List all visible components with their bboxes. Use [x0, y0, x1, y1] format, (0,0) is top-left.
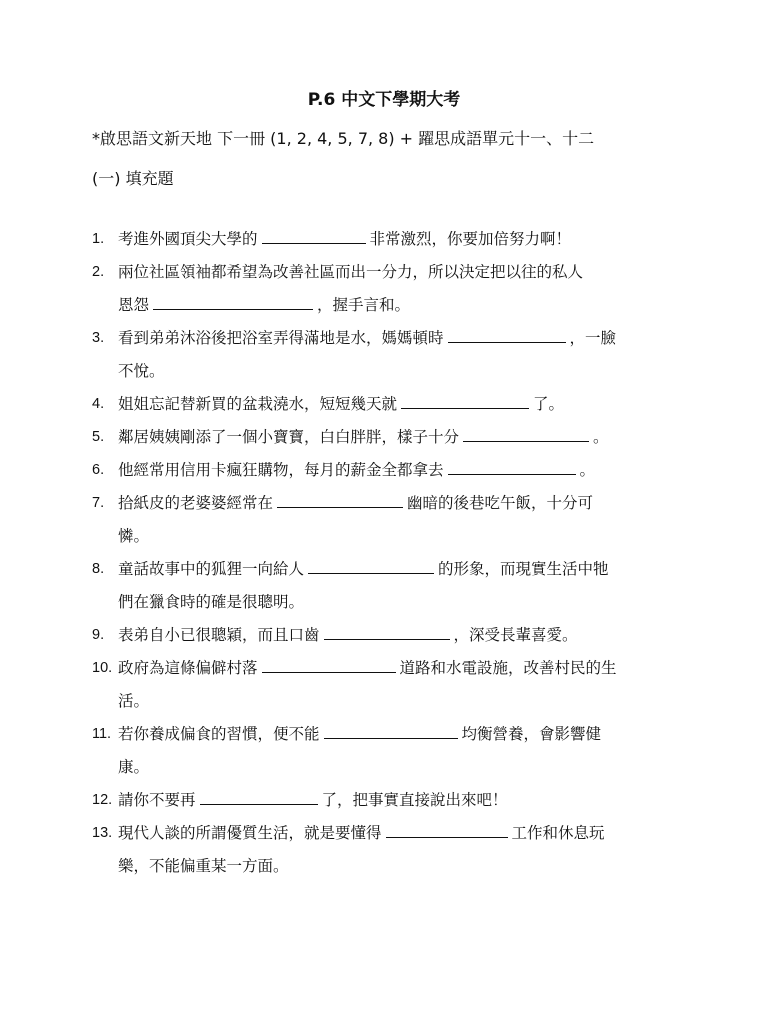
question-line — [118, 487, 692, 520]
question-item — [92, 718, 692, 784]
question-text: 了。 — [533, 395, 565, 413]
question-line — [118, 355, 692, 388]
question-line — [118, 520, 692, 553]
question-text: 們在獵食時的確是很聰明。 — [118, 593, 305, 611]
question-number: 4. — [92, 396, 105, 412]
question-line — [118, 388, 692, 421]
question-text: 康。 — [118, 758, 150, 776]
question-line — [118, 619, 692, 652]
question-text: 鄰居姨姨剛添了一個小寶寶，白白胖胖，樣子十分 — [118, 428, 460, 446]
question-line — [118, 652, 692, 685]
answer-blank[interactable] — [324, 720, 458, 739]
question-item — [92, 817, 692, 883]
question-line — [118, 751, 692, 784]
question-number: 5. — [92, 429, 105, 445]
answer-blank[interactable] — [262, 225, 366, 244]
question-number: 3. — [92, 330, 105, 346]
question-text: 工作和休息玩 — [511, 824, 605, 842]
question-item — [92, 256, 692, 322]
answer-blank[interactable] — [308, 555, 434, 574]
question-number: 10. — [92, 660, 113, 676]
question-number: 6. — [92, 462, 105, 478]
question-line — [118, 850, 692, 883]
question-text: 童話故事中的狐狸一向給人 — [118, 560, 305, 578]
question-text: 道路和水電設施，改善村民的生 — [399, 659, 617, 677]
question-text: 。 — [579, 461, 596, 479]
question-text: 考進外國頂尖大學的 — [118, 230, 258, 248]
question-text: 活。 — [118, 692, 150, 710]
question-text: 兩位社區領袖都希望為改善社區而出一分力，所以決定把以往的私人 — [118, 263, 584, 281]
question-item — [92, 487, 692, 553]
question-number: 13. — [92, 825, 113, 841]
question-line — [118, 586, 692, 619]
question-text: 非常激烈，你要加倍努力啊！ — [369, 230, 572, 248]
answer-blank[interactable] — [324, 621, 450, 640]
question-text: ，深受長輩喜愛。 — [453, 626, 578, 644]
question-text: 姐姐忘記替新買的盆栽澆水，短短幾天就 — [118, 395, 398, 413]
question-number: 12. — [92, 792, 113, 808]
question-line — [118, 454, 692, 487]
answer-blank[interactable] — [386, 819, 508, 838]
question-number: 7. — [92, 495, 105, 511]
question-line — [118, 223, 692, 256]
answer-blank[interactable] — [448, 456, 576, 475]
question-line — [118, 817, 692, 850]
question-text: ，握手言和。 — [317, 296, 411, 314]
question-text: 若你養成偏食的習慣，便不能 — [118, 725, 320, 743]
question-text: 的形象，而現實生活中牠 — [438, 560, 609, 578]
question-number: 1. — [92, 231, 105, 247]
question-item — [92, 421, 692, 454]
answer-blank[interactable] — [153, 291, 313, 310]
question-item — [92, 619, 692, 652]
question-text: 憐。 — [118, 527, 150, 545]
question-line — [118, 322, 692, 355]
question-text: 樂，不能偏重某一方面。 — [118, 857, 289, 875]
question-item — [92, 223, 692, 256]
question-line — [118, 553, 692, 586]
question-item — [92, 652, 692, 718]
section-heading: (一) 填充題 — [92, 169, 174, 188]
answer-blank[interactable] — [277, 489, 403, 508]
answer-blank[interactable] — [200, 786, 318, 805]
question-item — [92, 553, 692, 619]
question-number: 2. — [92, 264, 105, 280]
question-text: 。 — [593, 428, 609, 446]
question-text: 看到弟弟沐浴後把浴室弄得滿地是水，媽媽頓時 — [118, 329, 444, 347]
page-title: P.6 中文下學期大考 — [307, 90, 461, 110]
question-text: 請你不要再 — [118, 791, 196, 809]
question-number: 9. — [92, 627, 105, 643]
answer-blank[interactable] — [448, 324, 566, 343]
question-text: 他經常用信用卡瘋狂購物，每月的薪金全都拿去 — [118, 461, 444, 479]
question-line — [118, 685, 692, 718]
question-text: 拾紙皮的老婆婆經常在 — [118, 494, 274, 512]
question-text: 政府為這條偏僻村落 — [118, 659, 258, 677]
question-line — [118, 718, 692, 751]
question-text: 了，把事實直接說出來吧！ — [321, 791, 508, 809]
question-item — [92, 388, 692, 421]
question-text: 恩怨 — [118, 296, 150, 314]
question-line — [118, 289, 692, 322]
answer-blank[interactable] — [262, 654, 396, 673]
question-item — [92, 784, 692, 817]
question-text: 現代人談的所謂優質生活，就是要懂得 — [118, 824, 382, 842]
question-text: 不悅。 — [118, 362, 165, 380]
answer-blank[interactable] — [401, 390, 529, 409]
question-line — [118, 421, 692, 454]
question-text: 表弟自小已很聰穎，而且口齒 — [118, 626, 320, 644]
question-line — [118, 256, 692, 289]
question-list — [92, 223, 692, 883]
question-number: 8. — [92, 561, 105, 577]
question-text: 幽暗的後巷吃午飯，十分可 — [407, 494, 594, 512]
syllabus-line: *啟思語文新天地 下一冊 (1, 2, 4, 5, 7, 8) + 躍思成語單元十一、十二 — [92, 129, 595, 148]
question-item — [92, 322, 692, 388]
question-item — [92, 454, 692, 487]
answer-blank[interactable] — [463, 423, 589, 442]
question-number: 11. — [92, 726, 112, 742]
question-text: 均衡營養，會影響健 — [461, 725, 602, 743]
question-line — [118, 784, 692, 817]
question-text: ，一臉 — [569, 329, 617, 347]
